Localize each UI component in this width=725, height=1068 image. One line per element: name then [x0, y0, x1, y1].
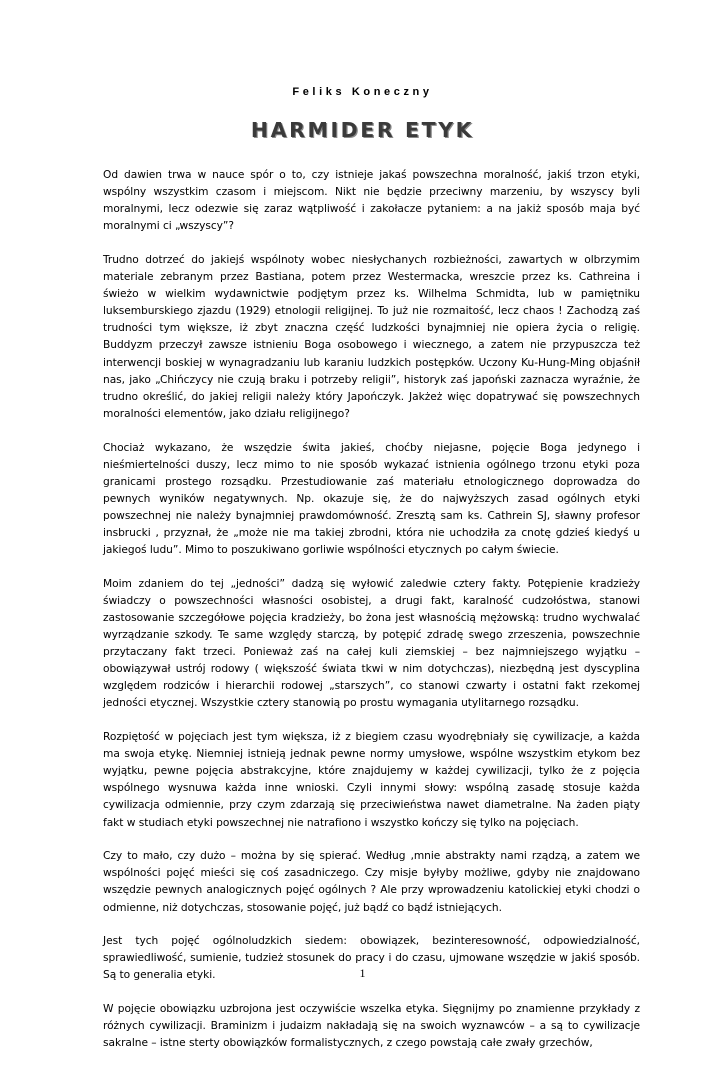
paragraph: Rozpiętość w pojęciach jest tym większa, iż z biegiem czasu wyodrębniały się cywilizacje, a każda ma swoja etykę. Niemniej istnieją jednak pewne normy umysłowe, wspólne wszystkim etykom bez wyjątku, pewne pojęcia abstrakcyjne, które znajdujemy w każdej cywilizacji, tylko że z pojęcia wspólnego wysnuwa każda inne wnioski. Czyli innymi słowy: wspólną zasadę stosuje każda cywilizacja odmiennie, przy czym zdarzają się przeciwieństwa nawet diametralne. Na żaden piąty fakt w studiach etyki powszechnej nie natrafiono i wszystko kończy się tylko na pojęciach. [103, 730, 640, 829]
paragraph: Moim zdaniem do tej „jedności” dadzą się wyłowić zaledwie cztery fakty. Potępienie kradzieży świadczy o powszechności własności osobistej, a drugi fakt, karalność cudzołóstwa, stanowi zastosowanie szczegółowe pojęcia kradzieży, bo żona jest własnością mężowską: trudno wychwalać wyrządzanie szkody. Te same względy starczą, by potępić zdradę swego zrzeszenia, powszechnie przytaczany fakt trzeci. Ponieważ zaś na całej kuli ziemskiej – bez najmniejszego wyjątku – obowiązywał ustrój rodowy ( większość świata tkwi w nim dotychczas), niezbędną jest dyscyplina względem rodziców i hierarchii rodowej „starszych”, co stanowi czwarty i ostatni fakt rzekomej jedności etycznej. Wszystkie cztery stanowią po prostu wymagania utylitarnego rozsądku. [103, 576, 640, 710]
document-body [103, 166, 640, 1068]
author-name: Feliks Koneczny [292, 86, 433, 98]
paragraph: Od dawien trwa w nauce spór o to, czy istnieje jakaś powszechna moralność, jakiś trzon etyki, wspólny wszystkim czasom i miejscom. Nikt nie będzie przeciwny marzeniu, by wszyscy byli moralnymi, lecz odezwie się zaraz wątpliwość i zakołacze pytaniem: a na jakiż sposób maja być moralnymi ci „wszyscy”? [103, 168, 640, 233]
page-number: 1 [359, 966, 366, 980]
paragraph: Trudno dotrzeć do jakiejś wspólnoty wobec niesłychanych rozbieżności, zawartych w olbrzymim materiale zebranym przez Bastiana, potem przez Westermacka, wreszcie przez ks. Cathreina i świeżo w wielkim wydawnictwie podjętym przez ks. Wilhelma Schmidta, lub w pamiętniku luksemburskiego zjazdu (1929) etnologii religijnej. To już nie rozmaitość, lecz chaos ! Zachodzą zaś trudności tym większe, iż zbyt znaczna część ludzkości bynajmniej nie opiera życia o religię. Buddyzm przeczył zawsze istnieniu Boga osobowego i wiecznego, a zatem nie przypuszcza też interwencji boskiej w wynagradzaniu lub karaniu ludzkich postępków. Uczony Ku-Hung-Ming objaśnił nas, jako „Chińczycy nie czują braku i potrzeby religii”, historyk zaś japoński zaznacza wyraźnie, że trudno określić, do jakiej religii należy który Japończyk. Jakżeż więc dopatrywać się powszechnych moralności elementów, jako działu religijnego? [103, 252, 640, 420]
paragraph: Czy to mało, czy dużo – można by się spierać. Według ‚mnie abstrakty nami rządzą, a zatem we wspólności pojęć mieści się coś zasadniczego. Czy misje byłyby możliwe, gdyby nie znajdowano wszędzie pewnych analogicznych pojęć ogólnych ? Ale przy wprowadzeniu katolickiej etyki chodzi o odmienne, niż dotychczas, stosowanie pojęć, już bądź co bądź istniejących. [103, 849, 640, 914]
paragraph: Jest tych pojęć ogólnoludzkich siedem: obowiązek, bezinteresowność, odpowiedzialność, sprawiedliwość, sumienie, tudzież stosunek do pracy i do czasu, ujmowane wszędzie w jakiś sposób. Są to generalia etyki. [103, 934, 640, 982]
paragraph: Chociaż wykazano, że wszędzie świta jakieś, choćby niejasne, pojęcie Boga jedynego i nieśmiertelności duszy, lecz mimo to nie sposób wykazać istnienia ogólnego trzonu etyki poza granicami prostego rozsądku. Przestudiowanie zaś materiału etnologicznego doprowadza do pewnych wyników negatywnych. Np. okazuje się, że do najwyższych zasad ogólnych etyki powszechnej nie należy bynajmniej prawdomówność. Zresztą sam ks. Cathrein SJ, sławny profesor insbrucki , przyznał, że „może nie ma takiej zbrodni, która nie uchodziła za cnotę gdzieś kiedyś u jakiegoś ludu”. Mimo to poszukiwano gorliwie wspólności etycznych po całym świecie. [103, 440, 640, 557]
paragraph: W pojęcie obowiązku uzbrojona jest oczywiście wszelka etyka. Sięgnijmy po znamienne przykłady z różnych cywilizacji. Braminizm i judaizm nakładają się na swoich wyznawców – a są to cywilizacje sakralne – istne sterty obowiązków formalistycznych, z czego powstają całe zwały grzechów, [103, 1002, 640, 1050]
document-title: HARMIDER ETYK [250, 118, 475, 142]
